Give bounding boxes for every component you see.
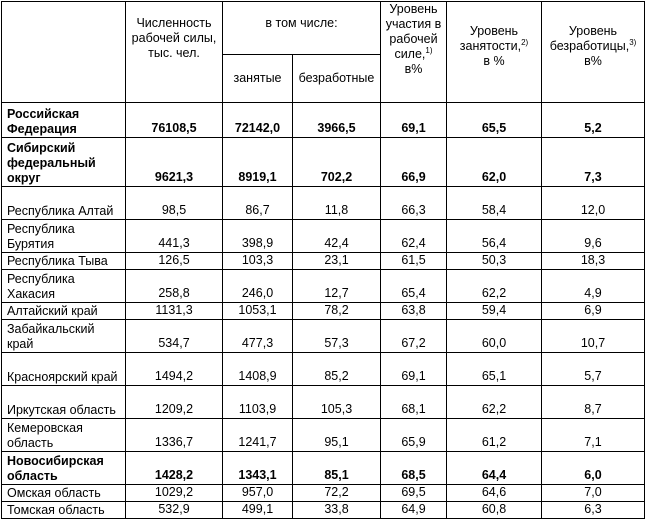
unemployed-cell: 57,3 bbox=[293, 320, 381, 353]
employed-cell: 72142,0 bbox=[223, 103, 293, 138]
unemployment-cell: 7,3 bbox=[542, 138, 645, 187]
region-name-cell: Забайкальский край bbox=[2, 320, 126, 353]
unemployment-cell: 7,1 bbox=[542, 419, 645, 452]
region-name-cell: Республика Алтай bbox=[2, 187, 126, 220]
participation-cell: 61,5 bbox=[381, 253, 447, 270]
participation-cell: 68,1 bbox=[381, 386, 447, 419]
employment-cell: 50,3 bbox=[447, 253, 542, 270]
table-row bbox=[2, 353, 645, 386]
header-including: в том числе: bbox=[223, 2, 381, 55]
participation-label: Уровень участия в рабочей силе, bbox=[385, 2, 442, 61]
region-name-cell: Томская область bbox=[2, 502, 126, 519]
region-name-cell: Республика Хакасия bbox=[2, 270, 126, 303]
labor-force-cell: 532,9 bbox=[126, 502, 223, 519]
participation-unit: в% bbox=[404, 62, 423, 76]
table-row bbox=[2, 253, 645, 270]
table-row bbox=[2, 103, 645, 138]
unemployment-note: 3) bbox=[629, 38, 637, 47]
employed-cell: 1053,1 bbox=[223, 303, 293, 320]
employed-cell: 1343,1 bbox=[223, 452, 293, 485]
employed-cell: 8919,1 bbox=[223, 138, 293, 187]
employed-cell: 957,0 bbox=[223, 485, 293, 502]
participation-cell: 68,5 bbox=[381, 452, 447, 485]
header-employment bbox=[447, 2, 542, 103]
employment-cell: 62,0 bbox=[447, 138, 542, 187]
header-unemployment bbox=[542, 2, 645, 103]
labor-force-table bbox=[1, 1, 645, 519]
header-employed: занятые bbox=[223, 55, 293, 103]
labor-force-cell: 1494,2 bbox=[126, 353, 223, 386]
region-name-cell: Республика Бурятия bbox=[2, 220, 126, 253]
table-row bbox=[2, 320, 645, 353]
participation-cell: 66,9 bbox=[381, 138, 447, 187]
employment-cell: 60,0 bbox=[447, 320, 542, 353]
participation-cell: 63,8 bbox=[381, 303, 447, 320]
unemployment-cell: 7,0 bbox=[542, 485, 645, 502]
labor-force-cell: 1428,2 bbox=[126, 452, 223, 485]
header-unemployed: безработные bbox=[293, 55, 381, 103]
table-row bbox=[2, 187, 645, 220]
table-row bbox=[2, 452, 645, 485]
participation-cell: 69,5 bbox=[381, 485, 447, 502]
employed-cell: 86,7 bbox=[223, 187, 293, 220]
employment-note: 2) bbox=[521, 38, 529, 47]
unemployed-cell: 33,8 bbox=[293, 502, 381, 519]
unemployment-cell: 10,7 bbox=[542, 320, 645, 353]
table-row bbox=[2, 485, 645, 502]
unemployment-label: Уровень безработицы, bbox=[549, 24, 630, 53]
labor-force-cell: 126,5 bbox=[126, 253, 223, 270]
table-row bbox=[2, 502, 645, 519]
employed-cell: 246,0 bbox=[223, 270, 293, 303]
participation-cell: 69,1 bbox=[381, 353, 447, 386]
labor-force-cell: 1209,2 bbox=[126, 386, 223, 419]
employment-cell: 59,4 bbox=[447, 303, 542, 320]
unemployed-cell: 85,1 bbox=[293, 452, 381, 485]
employment-cell: 60,8 bbox=[447, 502, 542, 519]
unemployment-cell: 9,6 bbox=[542, 220, 645, 253]
labor-force-cell: 441,3 bbox=[126, 220, 223, 253]
employed-cell: 1241,7 bbox=[223, 419, 293, 452]
header-participation bbox=[381, 2, 447, 103]
employed-cell: 1103,9 bbox=[223, 386, 293, 419]
unemployed-cell: 85,2 bbox=[293, 353, 381, 386]
unemployed-cell: 3966,5 bbox=[293, 103, 381, 138]
employment-cell: 64,4 bbox=[447, 452, 542, 485]
employment-label: Уровень занятости, bbox=[459, 24, 522, 53]
labor-force-cell: 534,7 bbox=[126, 320, 223, 353]
region-name-cell: Сибирский федеральный округ bbox=[2, 138, 126, 187]
unemployed-cell: 72,2 bbox=[293, 485, 381, 502]
unemployment-cell: 12,0 bbox=[542, 187, 645, 220]
unemployment-cell: 6,0 bbox=[542, 452, 645, 485]
region-name-cell: Иркутская область bbox=[2, 386, 126, 419]
region-name-cell: Красноярский край bbox=[2, 353, 126, 386]
region-name-cell: Новосибирская область bbox=[2, 452, 126, 485]
unemployed-cell: 23,1 bbox=[293, 253, 381, 270]
participation-cell: 62,4 bbox=[381, 220, 447, 253]
unemployed-cell: 11,8 bbox=[293, 187, 381, 220]
table-body bbox=[2, 103, 645, 519]
region-name-cell: Российская Федерация bbox=[2, 103, 126, 138]
employment-cell: 61,2 bbox=[447, 419, 542, 452]
employed-cell: 398,9 bbox=[223, 220, 293, 253]
participation-cell: 64,9 bbox=[381, 502, 447, 519]
participation-note: 1) bbox=[425, 46, 433, 55]
employment-cell: 65,5 bbox=[447, 103, 542, 138]
employment-cell: 56,4 bbox=[447, 220, 542, 253]
region-name-cell: Омская область bbox=[2, 485, 126, 502]
region-name-cell: Кемеровская область bbox=[2, 419, 126, 452]
unemployed-cell: 42,4 bbox=[293, 220, 381, 253]
labor-force-cell: 1029,2 bbox=[126, 485, 223, 502]
employment-cell: 64,6 bbox=[447, 485, 542, 502]
labor-force-cell: 9621,3 bbox=[126, 138, 223, 187]
unemployed-cell: 95,1 bbox=[293, 419, 381, 452]
participation-cell: 67,2 bbox=[381, 320, 447, 353]
participation-cell: 65,9 bbox=[381, 419, 447, 452]
table-row bbox=[2, 270, 645, 303]
table-row bbox=[2, 303, 645, 320]
unemployment-cell: 18,3 bbox=[542, 253, 645, 270]
unemployment-unit: в% bbox=[584, 54, 602, 68]
table-row bbox=[2, 386, 645, 419]
employment-unit: в % bbox=[483, 54, 505, 68]
unemployed-cell: 702,2 bbox=[293, 138, 381, 187]
unemployed-cell: 78,2 bbox=[293, 303, 381, 320]
labor-force-cell: 76108,5 bbox=[126, 103, 223, 138]
unemployed-cell: 12,7 bbox=[293, 270, 381, 303]
unemployment-cell: 5,2 bbox=[542, 103, 645, 138]
participation-cell: 66,3 bbox=[381, 187, 447, 220]
unemployment-cell: 5,7 bbox=[542, 353, 645, 386]
labor-force-cell: 1131,3 bbox=[126, 303, 223, 320]
region-name-cell: Республика Тыва bbox=[2, 253, 126, 270]
labor-force-cell: 1336,7 bbox=[126, 419, 223, 452]
employment-cell: 62,2 bbox=[447, 270, 542, 303]
table-row bbox=[2, 220, 645, 253]
labor-force-cell: 258,8 bbox=[126, 270, 223, 303]
employment-cell: 58,4 bbox=[447, 187, 542, 220]
participation-cell: 69,1 bbox=[381, 103, 447, 138]
unemployment-cell: 8,7 bbox=[542, 386, 645, 419]
employed-cell: 103,3 bbox=[223, 253, 293, 270]
unemployed-cell: 105,3 bbox=[293, 386, 381, 419]
employed-cell: 1408,9 bbox=[223, 353, 293, 386]
header-region bbox=[2, 2, 126, 103]
region-name-cell: Алтайский край bbox=[2, 303, 126, 320]
labor-force-cell: 98,5 bbox=[126, 187, 223, 220]
employed-cell: 499,1 bbox=[223, 502, 293, 519]
table-row bbox=[2, 138, 645, 187]
employment-cell: 65,1 bbox=[447, 353, 542, 386]
header-labor-force: Численность рабочей силы, тыс. чел. bbox=[126, 2, 223, 103]
employed-cell: 477,3 bbox=[223, 320, 293, 353]
unemployment-cell: 6,3 bbox=[542, 502, 645, 519]
unemployment-cell: 4,9 bbox=[542, 270, 645, 303]
participation-cell: 65,4 bbox=[381, 270, 447, 303]
table-row bbox=[2, 419, 645, 452]
employment-cell: 62,2 bbox=[447, 386, 542, 419]
unemployment-cell: 6,9 bbox=[542, 303, 645, 320]
